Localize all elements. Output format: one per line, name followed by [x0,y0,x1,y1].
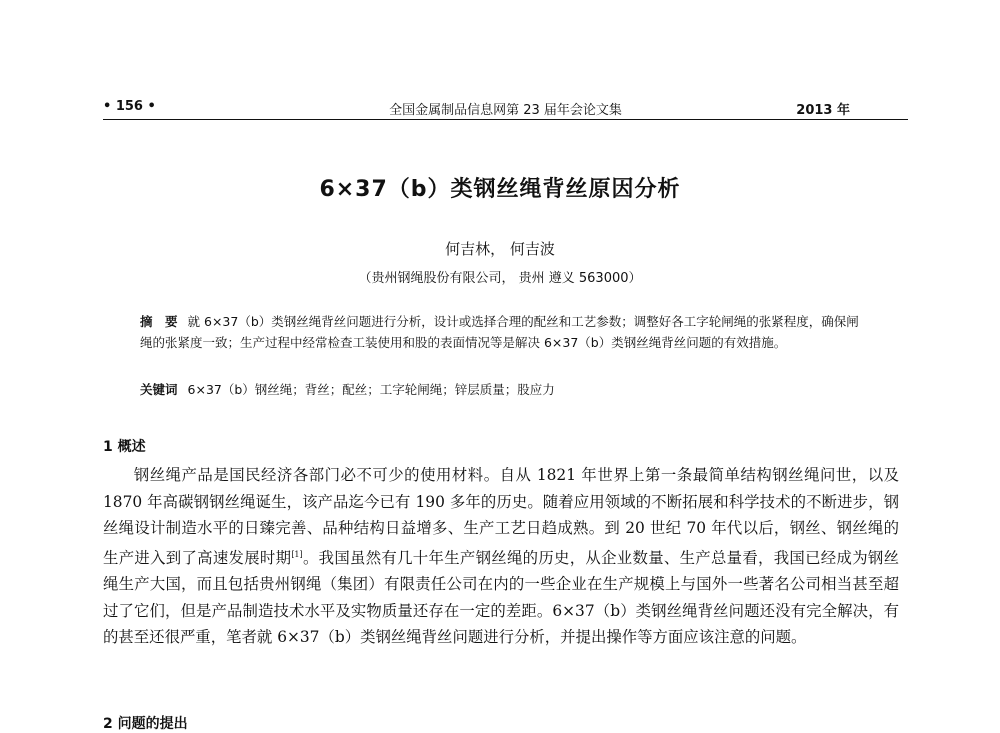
citation-1[interactable]: [1] [291,549,303,559]
abstract-text: 就 6×37（b）类钢丝绳背丝问题进行分析，设计或选择合理的配丝和工艺参数；调整好各工字轮闸绳的张紧程度，确保闸绳的张紧度一致；生产过程中经常检查工装使用和股的表面情况等是解决 6×37（b）类钢丝绳背丝问题的有效措施。 [140,314,859,350]
running-header [103,99,908,117]
keywords-label: 关键词 [140,382,178,397]
authors: 何吉林， 何吉波 [445,240,555,258]
paragraph-text-a: 钢丝绳产品是国民经济各部门必不可少的使用材料。自从 1821 年世界上第一条最简单结构钢丝绳问世，以及 1870 年高碳钢钢丝绳诞生，该产品迄今已有 190 多年的历史。随着应用领域的不断拓展和科学技术的不断进步，钢丝绳设计制造水平的日臻完善、品种结构日益增多、生产工艺日趋成熟。到 20 世纪 70 年代以后，钢丝、钢丝绳的生产进入到了高速发展时期 [103,466,899,567]
abstract-label: 摘 要 [140,314,178,329]
paper-title: 6×37（b）类钢丝绳背丝原因分析 [319,177,681,202]
section-1-paragraph [103,462,899,651]
page-number: • 156 • [103,99,156,114]
abstract [140,311,864,353]
keywords-text: 6×37（b）钢丝绳；背丝；配丝；工字轮闸绳；锌层质量；股应力 [187,382,555,397]
section-heading-1: 1 概述 [103,439,146,455]
paragraph-text-b: 。我国虽然有几十年生产钢丝绳的历史，从企业数量、生产总量看，我国已经成为钢丝绳生产大国，而且包括贵州钢绳（集团）有限责任公司在内的一些企业在生产规模上与国外一些著名公司相当甚至超过了它们，但是产品制造技术水平及实物质量还存在一定的差距。6×37（b）类钢丝绳背丝问题还没有完全解决，有的甚至还很严重，笔者就 6×37（b）类钢丝绳背丝问题进行分析，并提出操作等方面应该注意的问题。 [103,548,899,647]
section-heading-2: 2 问题的提出 [103,716,188,732]
affiliation: （贵州钢绳股份有限公司， 贵州 遵义 563000） [358,271,642,286]
publication-year: 2013 年 [796,103,850,118]
header-rule [103,119,908,120]
keywords [140,380,864,398]
journal-name: 全国金属制品信息网第 23 届年会论文集 [389,103,622,118]
